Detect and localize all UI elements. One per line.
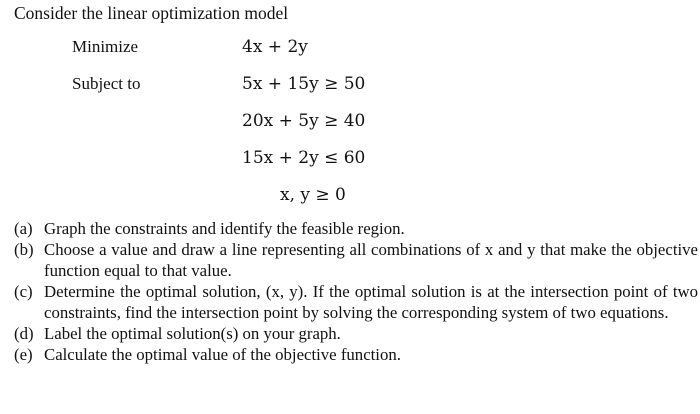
part-c xyxy=(14,281,698,323)
objective-function: 4x + 2y xyxy=(242,37,308,57)
constraint-3: 15x + 2y ≤ 60 xyxy=(242,148,366,168)
part-marker: (e) xyxy=(14,345,33,364)
subject-to-label: Subject to xyxy=(72,74,141,93)
part-marker: (b) xyxy=(14,240,34,259)
intro-text: Consider the linear optimization model xyxy=(14,3,289,23)
part-e xyxy=(14,344,698,365)
constraint-1: 5x + 15y ≥ 50 xyxy=(242,74,366,94)
constraint-2: 20x + 5y ≥ 40 xyxy=(242,111,366,131)
part-d xyxy=(14,323,698,344)
part-text: Label the optimal solution(s) on your graph. xyxy=(44,324,341,343)
part-b xyxy=(14,239,698,281)
nonnegativity-constraint: x, y ≥ 0 xyxy=(280,185,346,205)
part-text: Graph the constraints and identify the feasible region. xyxy=(44,219,405,238)
part-marker: (a) xyxy=(14,219,33,238)
minimize-label: Minimize xyxy=(72,37,139,56)
part-text: Choose a value and draw a line representing all combinations of x and y that make the objective function equal to that value. xyxy=(44,240,698,280)
part-marker: (c) xyxy=(14,282,33,301)
part-a xyxy=(14,218,698,239)
part-marker: (d) xyxy=(14,324,34,343)
part-text: Determine the optimal solution, (x, y). If the optimal solution is at the intersection point of two constraints, find the intersection point by solving the corresponding system of two equations. xyxy=(44,282,698,322)
part-text: Calculate the optimal value of the objective function. xyxy=(44,345,401,364)
question-parts xyxy=(14,218,698,365)
